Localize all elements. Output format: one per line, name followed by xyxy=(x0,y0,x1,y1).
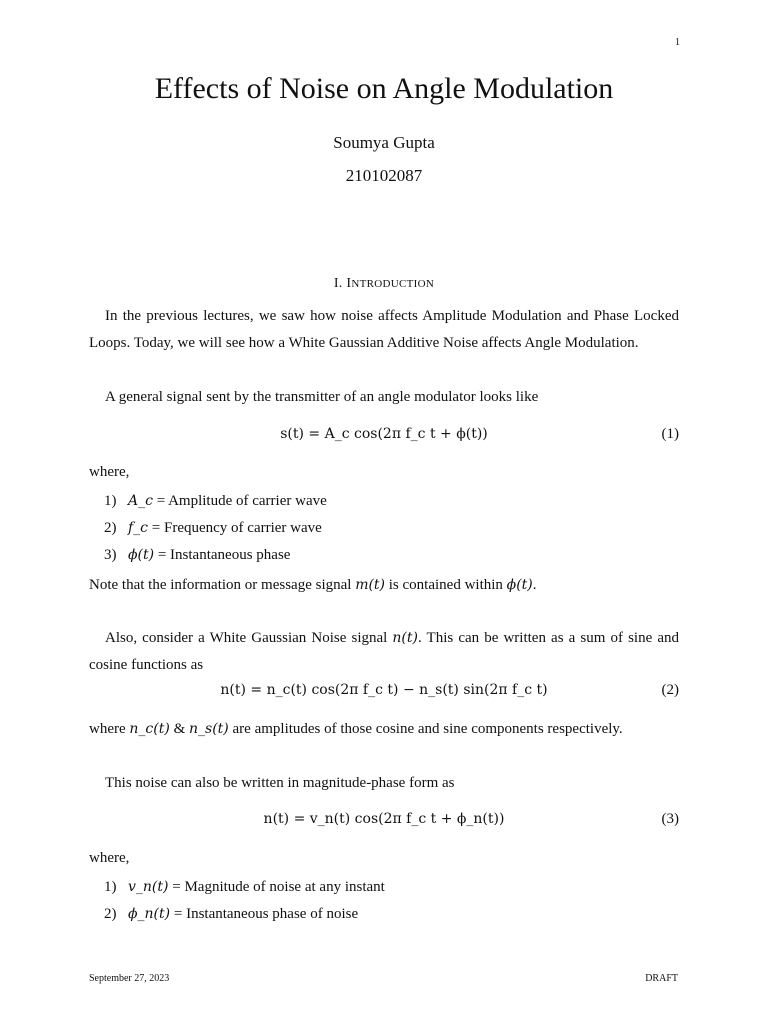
carrier-parameter-list xyxy=(89,488,679,569)
equation-3-expression: n(t) = v_n(t) cos(2π f_c t + ϕ_n(t)) xyxy=(263,811,505,827)
list-item: 1) A_c = Amplitude of carrier wave xyxy=(104,493,327,509)
section-heading xyxy=(0,276,768,292)
magnitude-phase-text: This noise can also be written in magnitude-phase form as xyxy=(105,775,455,791)
where-label-1: where, xyxy=(89,464,130,480)
equation-1-number: (1) xyxy=(661,426,679,442)
message-signal-note: Note that the information or message signal m(t) is contained within ϕ(t). xyxy=(89,577,537,593)
equation-3-number: (3) xyxy=(661,811,679,827)
section-number: I. xyxy=(333,276,343,291)
list-item: 1) v_n(t) = Magnitude of noise at any instant xyxy=(104,879,385,895)
where-label-2: where, xyxy=(89,850,130,866)
equation-1-expression: s(t) = A_c cos(2π f_c t + ϕ(t)) xyxy=(280,426,488,442)
equation-3 xyxy=(89,811,679,833)
equation-1 xyxy=(89,426,679,448)
equation-2-expression: n(t) = n_c(t) cos(2π f_c t) − n_s(t) sin(2π f_c t) xyxy=(220,682,548,698)
general-signal-text: A general signal sent by the transmitter of an angle modulator looks like xyxy=(105,389,539,405)
noise-paragraph: Also, consider a White Gaussian Noise signal n(t). This can be written as a sum of sine and cosine functions as xyxy=(89,630,679,673)
intro-paragraph: In the previous lectures, we saw how noise affects Amplitude Modulation and Phase Locked Loops. Today, we will see how a White Gaussian Additive Noise affects Angle Modulation. xyxy=(89,308,679,351)
author-name: Soumya Gupta xyxy=(333,133,435,152)
section-title: INTRODUCTION xyxy=(346,276,435,291)
list-item: 2) f_c = Frequency of carrier wave xyxy=(104,520,322,536)
noise-parameter-list xyxy=(89,874,679,928)
equation-2 xyxy=(89,682,679,704)
roll-number: 210102087 xyxy=(345,166,423,185)
footer-status: DRAFT xyxy=(645,973,678,984)
paper-title: Effects of Noise on Angle Modulation xyxy=(154,72,614,105)
page-number: 1 xyxy=(675,37,680,48)
footer-date: September 27, 2023 xyxy=(89,973,170,984)
list-item: 3) ϕ(t) = Instantaneous phase xyxy=(104,547,291,563)
list-item: 2) ϕ_n(t) = Instantaneous phase of noise xyxy=(104,906,359,922)
equation-2-number: (2) xyxy=(661,682,679,698)
components-sentence: where n_c(t) & n_s(t) are amplitudes of those cosine and sine components respectively. xyxy=(89,721,623,737)
